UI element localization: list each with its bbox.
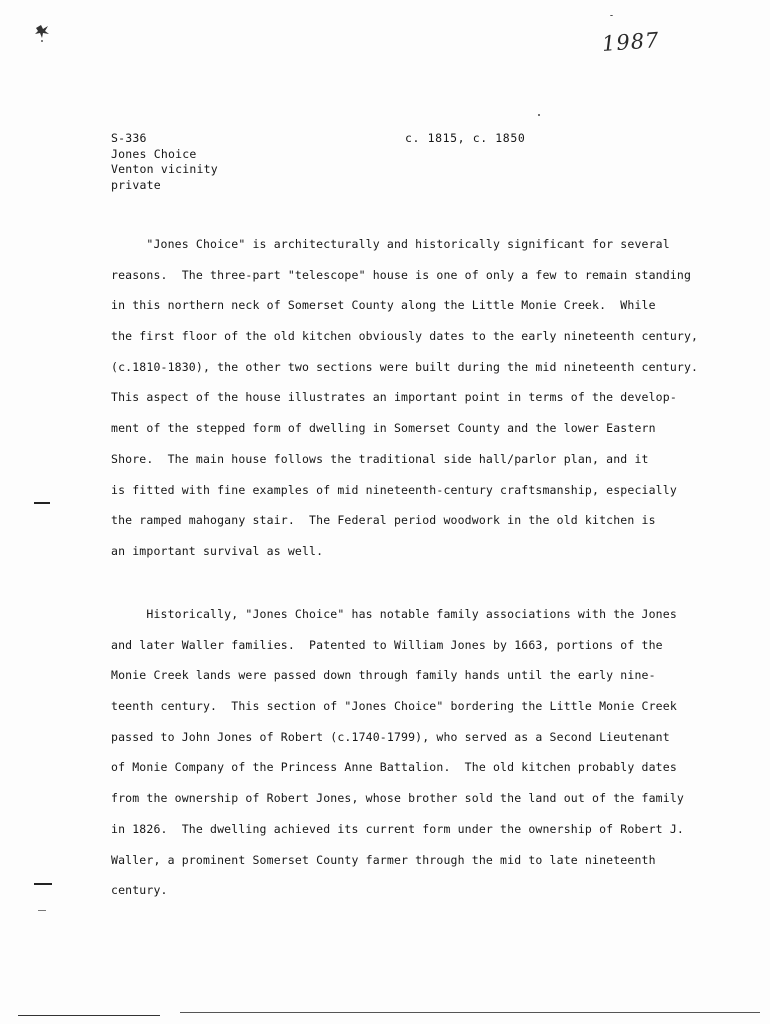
construction-dates: c. 1815, c. 1850 bbox=[405, 131, 526, 145]
margin-punch-mark bbox=[34, 502, 50, 504]
handwritten-year: 1987 bbox=[601, 28, 661, 56]
text-line: reasons. The three-part "telescope" house is one of only a few to remain standing bbox=[111, 267, 692, 282]
text-line: "Jones Choice" is architecturally and historically significant for several bbox=[111, 237, 670, 251]
text-line: of Monie Company of the Princess Anne Battalion. The old kitchen probably dates bbox=[111, 760, 677, 775]
text-line: is fitted with fine examples of mid nineteenth-century craftsmanship, especially bbox=[111, 482, 677, 497]
text-line: teenth century. This section of "Jones Choice" bordering the Little Monie Creek bbox=[111, 699, 677, 714]
text-line: This aspect of the house illustrates an important point in terms of the develop- bbox=[111, 390, 677, 405]
text-line: Historically, "Jones Choice" has notable family associations with the Jones bbox=[111, 607, 677, 621]
text-line: ment of the stepped form of dwelling in Somerset County and the lower Eastern bbox=[111, 421, 656, 436]
bottom-scan-edge bbox=[180, 1012, 760, 1013]
site-ownership: private bbox=[111, 177, 161, 192]
text-line: passed to John Jones of Robert (c.1740-1799), who served as a Second Lieutenant bbox=[111, 729, 670, 744]
site-vicinity: Venton vicinity bbox=[111, 162, 218, 176]
text-line: an important survival as well. bbox=[111, 543, 324, 558]
bottom-scan-edge bbox=[18, 1015, 160, 1016]
text-line: century. bbox=[111, 883, 168, 898]
significance-paragraph bbox=[111, 229, 698, 567]
text-line: from the ownership of Robert Jones, whose brother sold the land out of the family bbox=[111, 791, 684, 806]
site-name: Jones Choice bbox=[111, 146, 197, 161]
text-line: the ramped mahogany stair. The Federal period woodwork in the old kitchen is bbox=[111, 513, 656, 528]
scan-speck bbox=[538, 114, 540, 116]
site-header bbox=[111, 131, 218, 193]
text-line: the first floor of the old kitchen obviously dates to the early nineteenth century, bbox=[111, 329, 699, 344]
margin-punch-mark bbox=[34, 883, 52, 885]
text-line: Shore. The main house follows the traditional side hall/parlor plan, and it bbox=[111, 451, 649, 466]
site-number: S-336 bbox=[111, 131, 147, 145]
text-line: Monie Creek lands were passed down through family hands until the early nine- bbox=[111, 668, 656, 683]
text-line: in this northern neck of Somerset County along the Little Monie Creek. While bbox=[111, 298, 656, 313]
history-paragraph bbox=[111, 599, 684, 906]
scan-speck bbox=[610, 15, 613, 16]
ink-blot-mark bbox=[30, 20, 54, 44]
text-line: Waller, a prominent Somerset County farmer through the mid to late nineteenth bbox=[111, 852, 656, 867]
margin-punch-mark bbox=[38, 910, 46, 911]
text-line: (c.1810-1830), the other two sections were built during the mid nineteenth century. bbox=[111, 359, 699, 374]
text-line: in 1826. The dwelling achieved its current form under the ownership of Robert J. bbox=[111, 821, 684, 836]
text-line: and later Waller families. Patented to William Jones by 1663, portions of the bbox=[111, 637, 663, 652]
